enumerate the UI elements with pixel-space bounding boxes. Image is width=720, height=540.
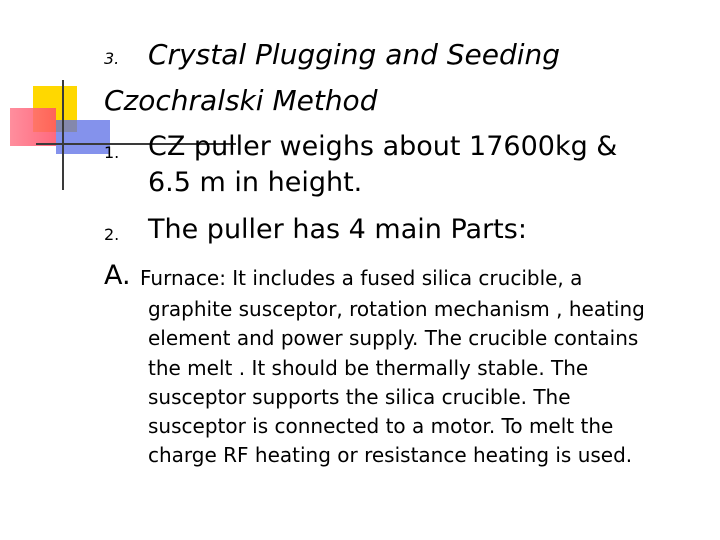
point-1-line-2: 6.5 m in height.: [148, 167, 363, 198]
part-a-line-4: the melt . It should be thermally stable. The: [148, 356, 589, 380]
point-2-number: 2.: [104, 225, 120, 244]
part-a-line-7: charge RF heating or resistance heating is used.: [148, 443, 633, 467]
heading-title: Crystal Plugging and Seeding: [148, 38, 561, 71]
point-1-number: 1.: [104, 143, 120, 162]
heading-subtitle: Czochralski Method: [104, 84, 378, 117]
red-square-decoration: [10, 108, 56, 146]
part-a-line-3: element and power supply. The crucible contains: [148, 326, 639, 350]
part-a-letter: A.: [104, 260, 131, 291]
vertical-line-decoration: [62, 80, 64, 190]
part-a-line-5: susceptor supports the silica crucible. The: [148, 385, 571, 409]
heading-number: 3.: [104, 49, 120, 68]
point-1-line-1: CZ puller weighs about 17600kg &: [148, 131, 618, 162]
part-a-line-6: susceptor is connected to a motor. To melt the: [148, 414, 614, 438]
part-a-line-2: graphite susceptor, rotation mechanism , heating: [148, 297, 645, 321]
part-a-line-1: Furnace: It includes a fused silica crucible, a: [140, 266, 583, 290]
blue-square-decoration: [56, 120, 110, 154]
point-2-line-1: The puller has 4 main Parts:: [148, 214, 527, 245]
